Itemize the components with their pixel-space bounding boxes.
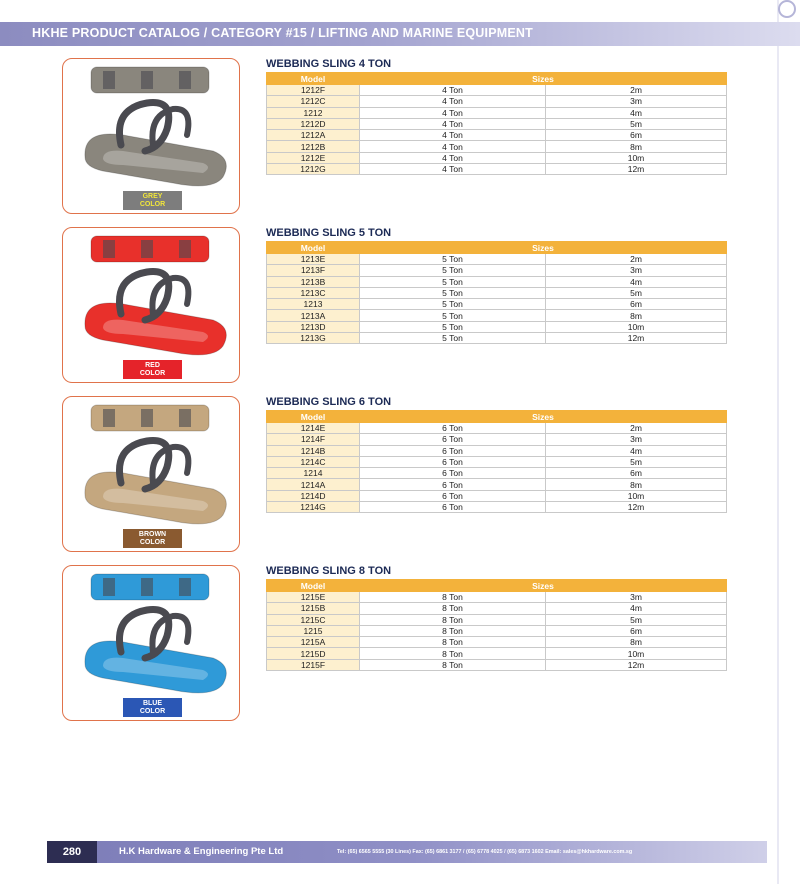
contact-info: Tel: (65) 6565 5555 (30 Lines) Fax: (65) 6861 3177 / (65) 6778 4025 / (65) 6873 1602 Email: sales@hkhardware.com.sg xyxy=(337,849,633,855)
model-cell: 1213 xyxy=(267,299,360,310)
table-row xyxy=(267,479,727,490)
color-label-line: COLOR xyxy=(139,707,166,715)
table-row xyxy=(267,287,727,298)
color-label-badge xyxy=(123,360,182,379)
table-row xyxy=(267,310,727,321)
length-cell: 5m xyxy=(546,614,727,625)
model-cell: 1212F xyxy=(267,85,360,96)
table-row xyxy=(267,468,727,479)
product-title: WEBBING SLING 4 TON xyxy=(266,58,392,70)
capacity-cell: 8 Ton xyxy=(360,637,546,648)
length-cell: 12m xyxy=(546,333,727,344)
capacity-cell: 4 Ton xyxy=(360,118,546,129)
length-cell: 8m xyxy=(546,479,727,490)
model-cell: 1213G xyxy=(267,333,360,344)
model-cell: 1212 xyxy=(267,107,360,118)
table-row xyxy=(267,96,727,107)
table-row xyxy=(267,107,727,118)
table-row xyxy=(267,265,727,276)
capacity-cell: 6 Ton xyxy=(360,479,546,490)
length-cell: 12m xyxy=(546,502,727,513)
color-label-badge xyxy=(123,698,182,717)
length-cell: 5m xyxy=(546,456,727,467)
capacity-cell: 5 Ton xyxy=(360,333,546,344)
color-label-line: COLOR xyxy=(139,538,166,546)
model-cell: 1213D xyxy=(267,321,360,332)
model-cell: 1212C xyxy=(267,96,360,107)
spec-table xyxy=(266,241,727,344)
capacity-cell: 8 Ton xyxy=(360,592,546,603)
spec-table xyxy=(266,72,727,175)
product-photo-frame xyxy=(62,227,240,383)
webbing-sling-photo xyxy=(63,228,239,382)
column-header-sizes: Sizes xyxy=(360,411,727,423)
model-cell: 1212D xyxy=(267,118,360,129)
capacity-cell: 8 Ton xyxy=(360,625,546,636)
color-label-line: BROWN xyxy=(138,530,167,538)
table-row xyxy=(267,614,727,625)
capacity-cell: 5 Ton xyxy=(360,287,546,298)
column-header-sizes: Sizes xyxy=(360,580,727,592)
color-label-badge xyxy=(123,529,182,548)
column-header-model: Model xyxy=(267,242,360,254)
table-row xyxy=(267,141,727,152)
length-cell: 4m xyxy=(546,107,727,118)
model-cell: 1212E xyxy=(267,152,360,163)
table-row xyxy=(267,276,727,287)
length-cell: 3m xyxy=(546,592,727,603)
length-cell: 12m xyxy=(546,659,727,670)
capacity-cell: 4 Ton xyxy=(360,85,546,96)
length-cell: 8m xyxy=(546,637,727,648)
webbing-sling-photo xyxy=(63,59,239,213)
model-cell: 1215 xyxy=(267,625,360,636)
table-row xyxy=(267,164,727,175)
length-cell: 2m xyxy=(546,254,727,265)
model-cell: 1212A xyxy=(267,130,360,141)
capacity-cell: 6 Ton xyxy=(360,423,546,434)
length-cell: 10m xyxy=(546,490,727,501)
model-cell: 1214G xyxy=(267,502,360,513)
length-cell: 4m xyxy=(546,445,727,456)
table-row xyxy=(267,85,727,96)
product-title: WEBBING SLING 6 TON xyxy=(266,396,392,408)
length-cell: 2m xyxy=(546,423,727,434)
footer xyxy=(47,841,767,863)
table-row xyxy=(267,490,727,501)
capacity-cell: 4 Ton xyxy=(360,107,546,118)
length-cell: 12m xyxy=(546,164,727,175)
capacity-cell: 8 Ton xyxy=(360,603,546,614)
spec-table xyxy=(266,579,727,671)
capacity-cell: 5 Ton xyxy=(360,276,546,287)
model-cell: 1213A xyxy=(267,310,360,321)
length-cell: 2m xyxy=(546,85,727,96)
table-row xyxy=(267,625,727,636)
table-row xyxy=(267,333,727,344)
model-cell: 1214C xyxy=(267,456,360,467)
table-row xyxy=(267,502,727,513)
product-title: WEBBING SLING 5 TON xyxy=(266,227,392,239)
model-cell: 1215B xyxy=(267,603,360,614)
table-header-row xyxy=(267,242,727,254)
table-row xyxy=(267,603,727,614)
capacity-cell: 6 Ton xyxy=(360,434,546,445)
length-cell: 4m xyxy=(546,603,727,614)
length-cell: 6m xyxy=(546,299,727,310)
model-cell: 1215E xyxy=(267,592,360,603)
product-photo-frame xyxy=(62,565,240,721)
table-row xyxy=(267,423,727,434)
capacity-cell: 4 Ton xyxy=(360,96,546,107)
table-row xyxy=(267,321,727,332)
color-label-badge xyxy=(123,191,182,210)
webbing-sling-photo xyxy=(63,397,239,551)
capacity-cell: 5 Ton xyxy=(360,321,546,332)
capacity-cell: 6 Ton xyxy=(360,468,546,479)
model-cell: 1215D xyxy=(267,648,360,659)
model-cell: 1212B xyxy=(267,141,360,152)
table-row xyxy=(267,299,727,310)
company-name: H.K Hardware & Engineering Pte Ltd xyxy=(119,846,284,857)
capacity-cell: 4 Ton xyxy=(360,152,546,163)
length-cell: 8m xyxy=(546,310,727,321)
capacity-cell: 8 Ton xyxy=(360,614,546,625)
length-cell: 6m xyxy=(546,468,727,479)
capacity-cell: 8 Ton xyxy=(360,659,546,670)
length-cell: 8m xyxy=(546,141,727,152)
length-cell: 5m xyxy=(546,118,727,129)
model-cell: 1214D xyxy=(267,490,360,501)
model-cell: 1213F xyxy=(267,265,360,276)
length-cell: 10m xyxy=(546,648,727,659)
capacity-cell: 4 Ton xyxy=(360,130,546,141)
table-row xyxy=(267,592,727,603)
webbing-sling-photo xyxy=(63,566,239,720)
table-row xyxy=(267,648,727,659)
capacity-cell: 5 Ton xyxy=(360,310,546,321)
length-cell: 5m xyxy=(546,287,727,298)
table-row xyxy=(267,637,727,648)
page-margin-line xyxy=(777,0,779,884)
capacity-cell: 5 Ton xyxy=(360,265,546,276)
color-label-line: GREY xyxy=(142,192,163,200)
table-row xyxy=(267,152,727,163)
model-cell: 1213C xyxy=(267,287,360,298)
model-cell: 1213E xyxy=(267,254,360,265)
color-label-line: COLOR xyxy=(139,200,166,208)
model-cell: 1215F xyxy=(267,659,360,670)
page-number: 280 xyxy=(47,841,97,863)
color-label-line: COLOR xyxy=(139,369,166,377)
model-cell: 1214E xyxy=(267,423,360,434)
model-cell: 1214 xyxy=(267,468,360,479)
capacity-cell: 4 Ton xyxy=(360,164,546,175)
column-header-model: Model xyxy=(267,411,360,423)
length-cell: 6m xyxy=(546,130,727,141)
color-label-line: RED xyxy=(145,361,160,369)
color-label-line: BLUE xyxy=(142,699,163,707)
length-cell: 10m xyxy=(546,321,727,332)
model-cell: 1215A xyxy=(267,637,360,648)
capacity-cell: 5 Ton xyxy=(360,299,546,310)
length-cell: 3m xyxy=(546,434,727,445)
capacity-cell: 5 Ton xyxy=(360,254,546,265)
registration-mark-icon xyxy=(778,0,796,18)
table-header-row xyxy=(267,580,727,592)
capacity-cell: 6 Ton xyxy=(360,490,546,501)
model-cell: 1214B xyxy=(267,445,360,456)
table-header-row xyxy=(267,411,727,423)
catalog-breadcrumb: HKHE PRODUCT CATALOG / CATEGORY #15 / LIFTING AND MARINE EQUIPMENT xyxy=(32,26,533,40)
model-cell: 1214F xyxy=(267,434,360,445)
capacity-cell: 8 Ton xyxy=(360,648,546,659)
table-header-row xyxy=(267,73,727,85)
model-cell: 1213B xyxy=(267,276,360,287)
model-cell: 1212G xyxy=(267,164,360,175)
length-cell: 3m xyxy=(546,96,727,107)
length-cell: 6m xyxy=(546,625,727,636)
capacity-cell: 6 Ton xyxy=(360,502,546,513)
length-cell: 4m xyxy=(546,276,727,287)
product-photo-frame xyxy=(62,58,240,214)
column-header-sizes: Sizes xyxy=(360,73,727,85)
column-header-model: Model xyxy=(267,73,360,85)
table-row xyxy=(267,118,727,129)
table-row xyxy=(267,456,727,467)
catalog-header xyxy=(0,22,800,46)
column-header-model: Model xyxy=(267,580,360,592)
table-row xyxy=(267,254,727,265)
length-cell: 10m xyxy=(546,152,727,163)
model-cell: 1214A xyxy=(267,479,360,490)
capacity-cell: 6 Ton xyxy=(360,456,546,467)
column-header-sizes: Sizes xyxy=(360,242,727,254)
model-cell: 1215C xyxy=(267,614,360,625)
capacity-cell: 6 Ton xyxy=(360,445,546,456)
table-row xyxy=(267,445,727,456)
spec-table xyxy=(266,410,727,513)
table-row xyxy=(267,130,727,141)
table-row xyxy=(267,434,727,445)
product-photo-frame xyxy=(62,396,240,552)
table-row xyxy=(267,659,727,670)
capacity-cell: 4 Ton xyxy=(360,141,546,152)
product-title: WEBBING SLING 8 TON xyxy=(266,565,392,577)
length-cell: 3m xyxy=(546,265,727,276)
